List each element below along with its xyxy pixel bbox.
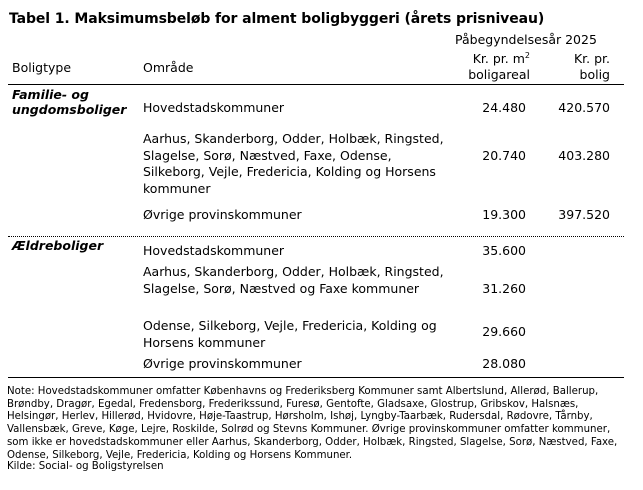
table-row-per-home: 420.570 [558, 100, 610, 115]
table-row-per-m2: 29.660 [482, 324, 526, 339]
table-note: Note: Hovedstadskommuner omfatter Københavns og Frederiksberg Kommuner samt Albertslund, Allerød, Ballerup, Brøndby, Dragør, Egedal, Fredensborg, Frederikssund, Furesø, Gentofte, Gladsaxe, Glostrup, Gribskov, Halsnæs, Helsingør, Herlev, Hillerød, Hvidovre, Høje-Taastrup, Hørsholm, Ishøj, Lyngby-Taarbæk, Rudersdal, Rødovre, Tårnby, Vallensbæk, Greve, Køge, Lejre, Roskilde, Solrød og Stevns Kommuner. Øvrige provinskommuner omfatter kommuner, som ikke er hovedstadskommuner eller Aarhus, Skanderborg, Odder, Holbæk, Ringsted, Slagelse, Sorø, Næstved, Faxe, Odense, Silkeborg, Vejle, Fredericia, Kolding og Horsens Kommuner. [7, 386, 618, 461]
footer-rule [8, 377, 624, 378]
column-header-per-m2-line1: Kr. pr. m [472, 51, 525, 66]
table-row-per-m2: 24.480 [482, 100, 526, 115]
table-row-area: Hovedstadskommuner [143, 243, 285, 258]
column-header-type: Boligtype [12, 60, 72, 75]
group-type-family: Familie- og ungdomsboliger [12, 87, 127, 117]
group-divider [8, 236, 624, 237]
column-header-per-home-line2: bolig [579, 67, 610, 82]
table-row-per-m2: 35.600 [482, 243, 526, 258]
table-row-per-m2: 31.260 [482, 281, 526, 296]
table-row-per-m2: 20.740 [482, 148, 526, 163]
year-header: Påbegyndelsesår 2025 [455, 32, 597, 47]
table-row-per-home: 403.280 [558, 148, 610, 163]
column-header-per-home-line1: Kr. pr. [573, 51, 610, 66]
table-row-area: Øvrige provinskommuner [143, 207, 302, 222]
column-header-per-m2-sup: 2 [524, 50, 530, 60]
column-header-per-m2-line2: boligareal [468, 67, 530, 82]
table-row-per-m2: 19.300 [482, 207, 526, 222]
table-row-per-m2: 28.080 [482, 356, 526, 371]
table-row-area: Aarhus, Skanderborg, Odder, Holbæk, Ringsted, Slagelse, Sorø, Næstved og Faxe kommuner [143, 264, 444, 296]
table-row-area: Odense, Silkeborg, Vejle, Fredericia, Kolding og Horsens kommuner [143, 318, 437, 350]
table-row-area: Øvrige provinskommuner [143, 356, 302, 371]
table-row-per-home: 397.520 [558, 207, 610, 222]
table-row-area: Aarhus, Skanderborg, Odder, Holbæk, Ringsted, Slagelse, Sorø, Næstved, Faxe, Odense, Silkeborg, Vejle, Fredericia, Kolding og Horsens kommuner [143, 131, 444, 196]
table-title: Tabel 1. Maksimumsbeløb for alment boligbyggeri (årets prisniveau) [9, 11, 545, 27]
table-source: Kilde: Social- og Boligstyrelsen [7, 461, 164, 472]
column-header-area: Område [143, 60, 194, 75]
group-type-elderly: Ældreboliger [12, 238, 104, 253]
column-header-per-m2 [460, 51, 530, 66]
table-row-area: Hovedstadskommuner [143, 100, 285, 115]
header-rule [8, 84, 624, 85]
